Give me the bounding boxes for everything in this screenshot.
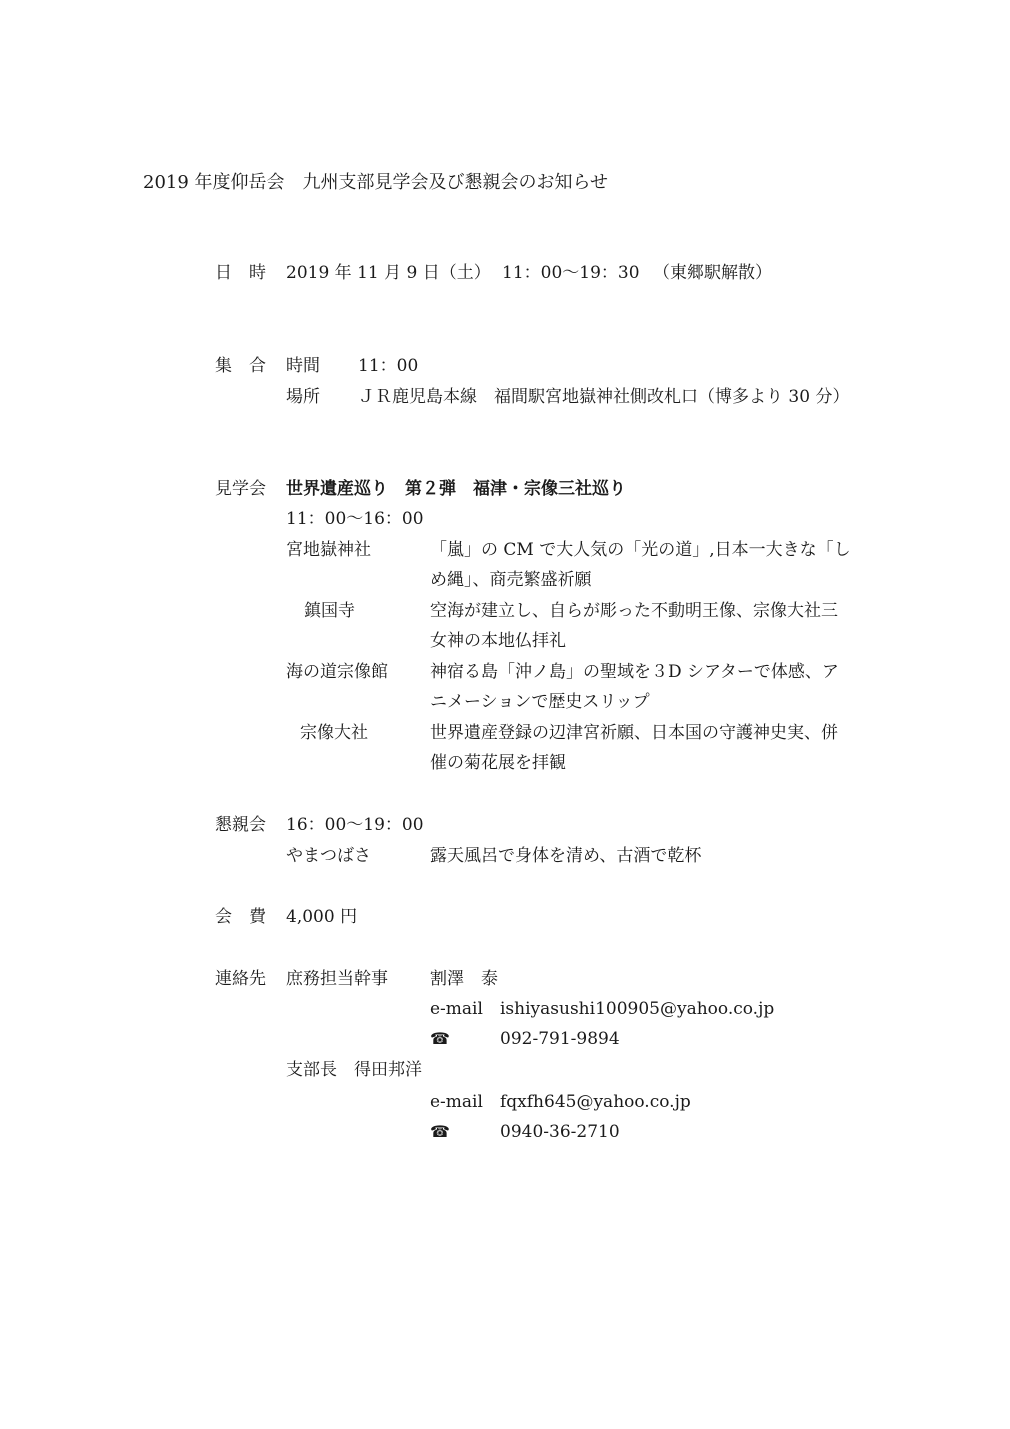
party-time: 16：00〜19：00: [286, 815, 424, 835]
contact-person1-role: 庶務担当幹事: [286, 969, 388, 989]
meeting-time-label: 時間: [286, 356, 320, 376]
meeting-place-label: 場所: [286, 387, 320, 407]
contact-person2-phone: 0940-36-2710: [500, 1122, 620, 1142]
tour-time: 11：00〜16：00: [286, 509, 424, 529]
contact-person2-email[interactable]: fqxfh645@yahoo.co.jp: [500, 1092, 691, 1112]
datetime-note: （東郷駅解散）: [653, 263, 772, 283]
datetime-date: 2019 年 11 月 9 日（土）: [286, 263, 491, 283]
contact-person1-email-label: e-mail: [430, 999, 483, 1019]
meeting-time-value: 11：00: [358, 356, 419, 376]
meeting-place-value: ＪＲ鹿児島本線 福間駅宮地嶽神社側改札口（博多より 30 分）: [358, 387, 850, 407]
contact-person1-email[interactable]: ishiyasushi100905@yahoo.co.jp: [500, 999, 775, 1019]
tour-stop-desc: 空海が建立し、自らが彫った不動明王像、宗像大社三: [430, 601, 838, 621]
datetime-label: 日 時: [215, 263, 266, 283]
tour-stop-name: 宮地嶽神社: [286, 540, 371, 560]
tour-stop-name: 海の道宗像館: [286, 662, 388, 682]
fee-label: 会 費: [215, 907, 266, 927]
contact-person2-email-label: e-mail: [430, 1092, 483, 1112]
tour-stop-desc: め縄」、商売繁盛祈願: [430, 570, 592, 590]
document-title: 2019 年度仰岳会 九州支部見学会及び懇親会のお知らせ: [143, 172, 608, 193]
tour-stop-desc: 催の菊花展を拝観: [430, 753, 566, 773]
tour-heading: 世界遺産巡り 第２弾 福津・宗像三社巡り: [286, 479, 626, 499]
tour-stop-desc: 女神の本地仏拝礼: [430, 631, 566, 651]
contact-person2-role-name: 支部長 得田邦洋: [286, 1060, 422, 1080]
tour-stop-desc: ニメーションで歴史スリップ: [430, 692, 650, 712]
tour-stop-desc: 神宿る島「沖ノ島」の聖域を３D シアターで体感、ア: [430, 662, 839, 682]
contact-person1-name: 割澤 泰: [430, 969, 498, 989]
fee-value: 4,000 円: [286, 907, 358, 927]
phone-icon: ☎: [430, 1122, 450, 1141]
phone-icon: ☎: [430, 1029, 450, 1048]
tour-stop-name: 宗像大社: [300, 723, 368, 743]
contact-person1-phone: 092-791-9894: [500, 1029, 620, 1049]
tour-stop-name: 鎮国寺: [304, 601, 355, 621]
datetime-time: 11：00〜19：30: [502, 263, 640, 283]
tour-label: 見学会: [215, 479, 266, 499]
meeting-label: 集 合: [215, 356, 266, 376]
tour-stop-desc: 「嵐」の CM で大人気の「光の道」,日本一大きな「し: [430, 540, 851, 560]
contact-label: 連絡先: [215, 969, 266, 989]
party-venue: やまつばさ: [286, 846, 371, 866]
tour-stop-desc: 世界遺産登録の辺津宮祈願、日本国の守護神史実、併: [430, 723, 838, 743]
party-desc: 露天風呂で身体を清め、古酒で乾杯: [430, 846, 702, 866]
party-label: 懇親会: [215, 815, 266, 835]
